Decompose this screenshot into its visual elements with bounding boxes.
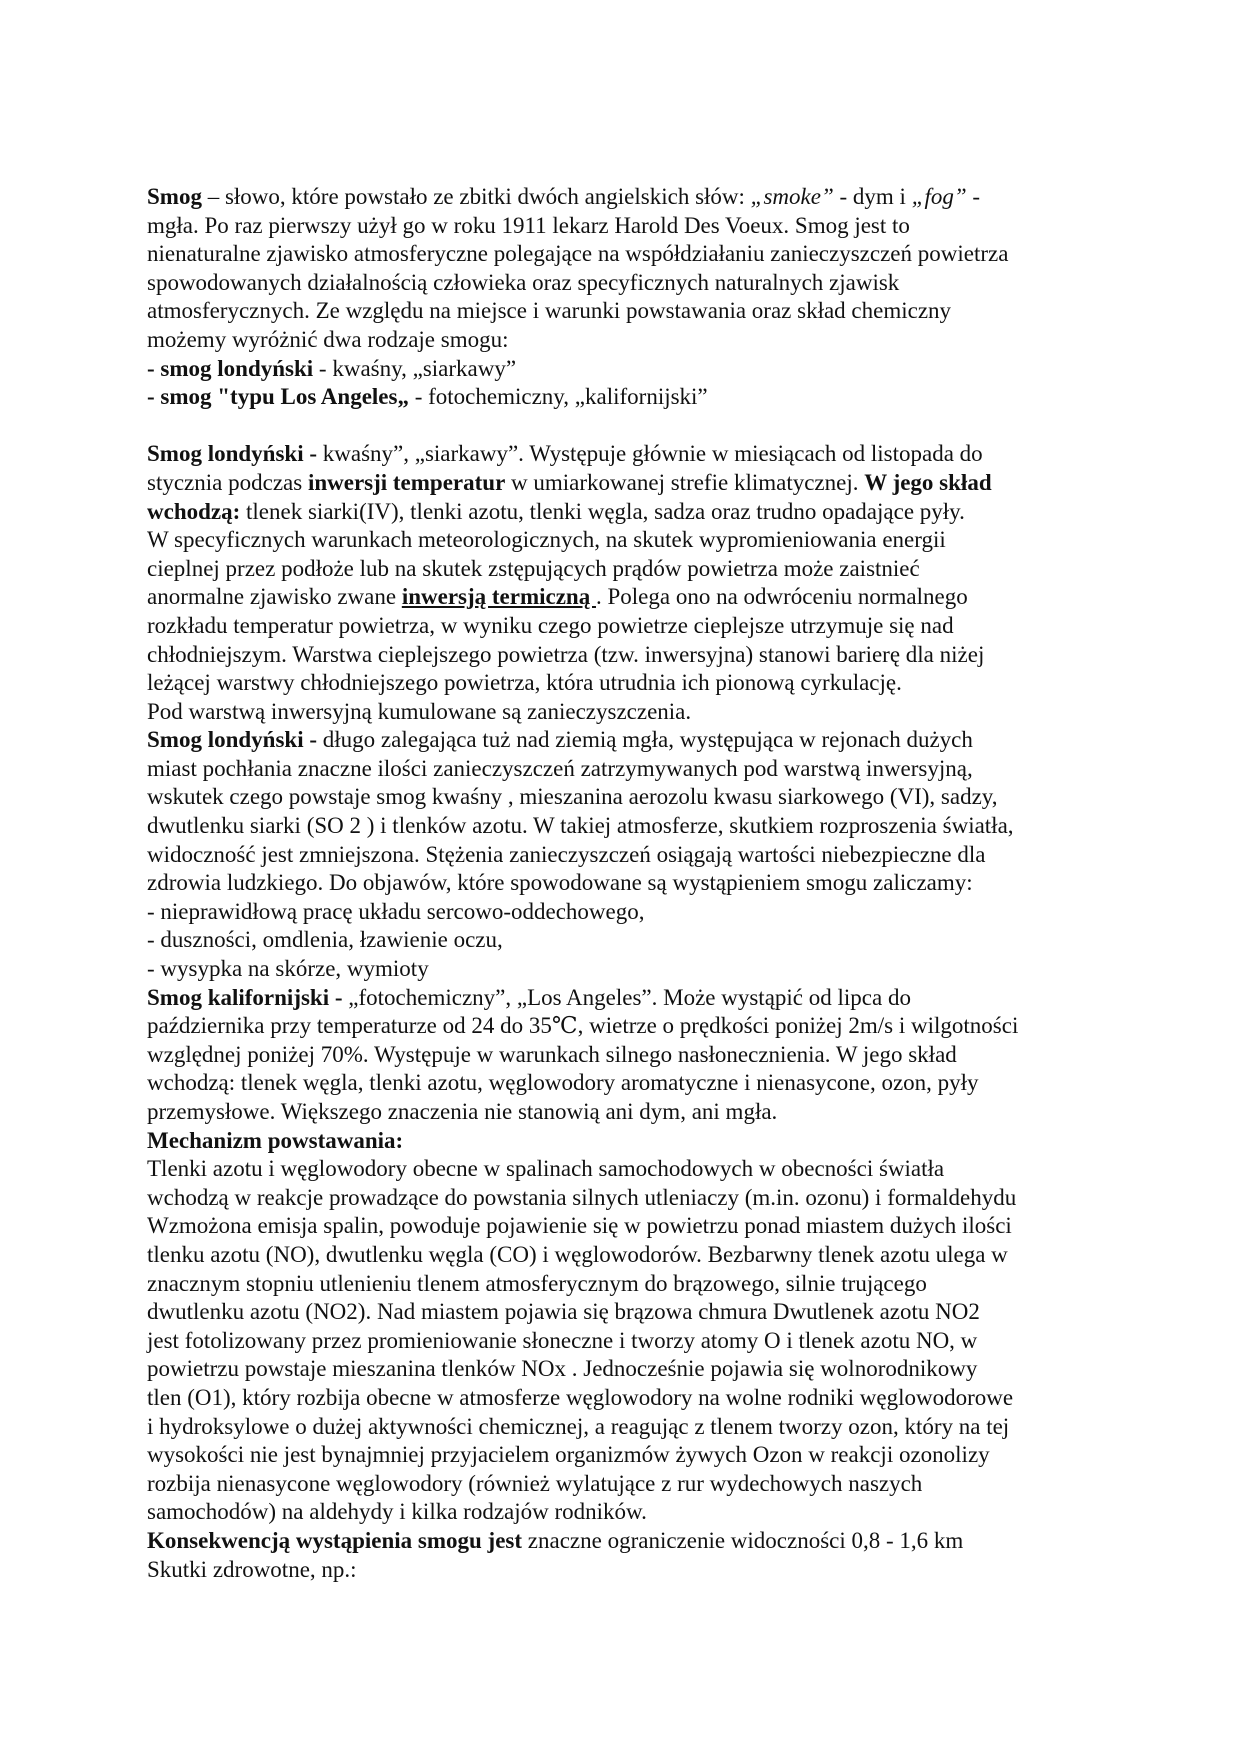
text-span: cieplnej przez podłoże lub na skutek zstępujących prądów powietrza może zaistnieć bbox=[147, 555, 920, 581]
text-span: Wzmożona emisja spalin, powoduje pojawienie się w powietrzu ponad miastem dużych ilości bbox=[147, 1213, 1012, 1239]
text-span: mgła. Po raz pierwszy użył go w roku 1911 lekarz Harold Des Voeux. Smog jest to bbox=[147, 212, 910, 238]
text-span: - bbox=[966, 184, 981, 209]
text-line bbox=[147, 1298, 1097, 1327]
text-line bbox=[147, 1098, 1097, 1127]
text-line bbox=[147, 469, 1097, 498]
text-span: wchodzą: tlenek węgla, tlenki azotu, węglowodory aromatyczne i nienasycone, ozon, pyły bbox=[147, 1070, 979, 1096]
text-line bbox=[147, 240, 1097, 269]
text-span: kwaśny”, „siarkawy”. Występuje głównie w miesiącach od listopada do bbox=[317, 441, 983, 467]
bold-text: Konsekwencją wystąpienia smogu jest bbox=[147, 1527, 523, 1553]
text-span: „fotochemiczny”, „Los Angeles”. Może wystąpić od lipca do bbox=[342, 984, 911, 1010]
text-line bbox=[147, 984, 1097, 1013]
bold-text: Smog londyński - bbox=[147, 441, 318, 467]
text-line bbox=[147, 383, 1097, 412]
blank-line bbox=[147, 412, 1097, 441]
text-span: - nieprawidłową pracę układu sercowo-oddechowego, bbox=[147, 898, 645, 924]
text-line bbox=[147, 1155, 1097, 1184]
text-line bbox=[147, 1212, 1097, 1241]
text-span: – słowo, które powstało ze zbitki dwóch angielskich słów: bbox=[201, 184, 751, 209]
text-span: i hydroksylowe o dużej aktywności chemicznej, a reagując z tlenem tworzy ozon, który na tej bbox=[147, 1413, 1010, 1439]
text-span: spowodowanych działalnością człowieka oraz specyficznych naturalnych zjawisk bbox=[147, 269, 900, 295]
text-span: anormalne zjawisko zwane bbox=[147, 584, 402, 610]
text-line bbox=[147, 755, 1097, 784]
text-span: powietrzu powstaje mieszanina tlenków NOx . Jednocześnie pojawia się wolnorodnikowy bbox=[147, 1356, 978, 1382]
text-span: leżącej warstwy chłodniejszego powietrza, która utrudnia ich pionową cyrkulację. bbox=[147, 670, 902, 696]
bold-text: inwersji temperatur bbox=[307, 469, 506, 495]
text-span: października przy temperaturze od 24 do 35℃, wietrze o prędkości poniżej 2m/s i wilgotności bbox=[147, 1013, 1019, 1039]
text-line bbox=[147, 1012, 1097, 1041]
italic-text: „smoke” bbox=[750, 184, 834, 209]
text-span: tlenku azotu (NO), dwutlenku węgla (CO) i węglowodorów. Bezbarwny tlenek azotu ulega w bbox=[147, 1241, 1008, 1267]
text-span: - dym i bbox=[833, 184, 912, 209]
text-line bbox=[147, 297, 1097, 326]
text-line bbox=[147, 898, 1097, 927]
text-span: chłodniejszym. Warstwa cieplejszego powietrza (tzw. inwersyjna) stanowi barierę dla niżej bbox=[147, 641, 985, 667]
text-span: wskutek czego powstaje smog kwaśny , mieszanina aerozolu kwasu siarkowego (VI), sadzy, bbox=[147, 784, 998, 810]
text-span: rozkładu temperatur powietrza, w wyniku czego powietrze cieplejsze utrzymuje się nad bbox=[147, 612, 954, 638]
text-span: wysokości nie jest bynajmniej przyjacielem organizmów żywych Ozon w reakcji ozonolizy bbox=[147, 1442, 990, 1468]
text-line bbox=[147, 326, 1097, 355]
text-span: samochodów) na aldehydy i kilka rodzajów rodników. bbox=[147, 1499, 647, 1525]
text-span: tlenek siarki(IV), tlenki azotu, tlenki węgla, sadza oraz trudno opadające pyły. bbox=[240, 498, 965, 524]
text-line bbox=[147, 1441, 1097, 1470]
bold-text: - smog "typu Los Angeles„ bbox=[147, 384, 409, 410]
text-line bbox=[147, 1241, 1097, 1270]
bold-text: inwersją termiczną bbox=[401, 584, 596, 610]
text-span: widoczność jest zmniejszona. Stężenia zanieczyszczeń osiągają wartości niebezpieczne dla bbox=[147, 841, 986, 867]
text-span: - fotochemiczny, „kalifornijski” bbox=[408, 384, 708, 410]
italic-text: „fog” bbox=[911, 184, 967, 209]
text-line bbox=[147, 1384, 1097, 1413]
text-line bbox=[147, 812, 1097, 841]
text-span: atmosferycznych. Ze względu na miejsce i warunki powstawania oraz skład chemiczny bbox=[147, 298, 952, 324]
text-span: jest fotolizowany przez promieniowanie słoneczne i tworzy atomy O i tlenek azotu NO, w bbox=[147, 1327, 978, 1353]
text-span: Pod warstwą inwersyjną kumulowane są zanieczyszczenia. bbox=[147, 698, 692, 724]
text-line bbox=[147, 1069, 1097, 1098]
text-line bbox=[147, 526, 1097, 555]
text-line bbox=[147, 1127, 1097, 1156]
text-line bbox=[147, 955, 1097, 984]
text-line bbox=[147, 1556, 1097, 1585]
bold-text: W jego skład bbox=[864, 469, 992, 495]
text-span: tlen (O1), który rozbija obecne w atmosferze węglowodory na wolne rodniki węglowodorowe bbox=[147, 1384, 1014, 1410]
bold-text: Smog kalifornijski - bbox=[147, 984, 343, 1010]
text-span: znacznym stopniu utlenieniu tlenem atmosferycznym do brązowego, silnie trującego bbox=[147, 1270, 927, 1296]
text-line bbox=[147, 555, 1097, 584]
text-line bbox=[147, 583, 1097, 612]
text-line bbox=[147, 698, 1097, 727]
text-span: dwutlenku siarki (SO 2 ) i tlenków azotu. W takiej atmosferze, skutkiem rozproszenia światła, bbox=[147, 813, 1014, 839]
text-line bbox=[147, 1270, 1097, 1299]
text-line bbox=[147, 869, 1097, 898]
bold-text: Smog bbox=[147, 184, 202, 209]
bold-text: - smog londyński bbox=[147, 355, 314, 381]
text-span: przemysłowe. Większego znaczenia nie stanowią ani dym, ani mgła. bbox=[147, 1099, 778, 1124]
text-line bbox=[147, 726, 1097, 755]
text-span: - wysypka na skórze, wymioty bbox=[147, 956, 429, 982]
text-span: - kwaśny, „siarkawy” bbox=[313, 355, 517, 381]
text-line bbox=[147, 1327, 1097, 1356]
text-span: rozbija nienasycone węglowodory (również wylatujące z rur wydechowych naszych bbox=[147, 1470, 923, 1496]
text-span: względnej poniżej 70%. Występuje w warunkach silnego nasłonecznienia. W jego skład bbox=[147, 1041, 957, 1067]
text-span: możemy wyróżnić dwa rodzaje smogu: bbox=[147, 326, 509, 352]
text-line bbox=[147, 1527, 1097, 1556]
text-span: dwutlenku azotu (NO2). Nad miastem pojawia się brązowa chmura Dwutlenek azotu NO2 bbox=[147, 1299, 980, 1325]
text-span: - duszności, omdlenia, łzawienie oczu, bbox=[147, 927, 503, 953]
text-span: w umiarkowanej strefie klimatycznej. bbox=[505, 469, 865, 495]
text-line bbox=[147, 1470, 1097, 1499]
bold-text: Smog londyński - bbox=[147, 727, 318, 753]
text-line bbox=[147, 355, 1097, 384]
text-line bbox=[147, 669, 1097, 698]
text-span: stycznia podczas bbox=[147, 469, 308, 495]
text-line bbox=[147, 498, 1097, 527]
text-line bbox=[147, 783, 1097, 812]
text-line bbox=[147, 1184, 1097, 1213]
document-body bbox=[147, 183, 1097, 1584]
text-span: . Polega ono na odwróceniu normalnego bbox=[595, 584, 968, 610]
text-span: miast pochłania znaczne ilości zanieczyszczeń zatrzymywanych pod warstwą inwersyjną, bbox=[147, 755, 973, 781]
text-line bbox=[147, 269, 1097, 298]
text-line bbox=[147, 612, 1097, 641]
text-line bbox=[147, 641, 1097, 670]
text-line bbox=[147, 183, 1097, 212]
text-line bbox=[147, 1355, 1097, 1384]
text-span: długo zalegająca tuż nad ziemią mgła, występująca w rejonach dużych bbox=[317, 727, 973, 753]
text-line bbox=[147, 1498, 1097, 1527]
text-line bbox=[147, 841, 1097, 870]
text-span: Tlenki azotu i węglowodory obecne w spalinach samochodowych w obecności światła bbox=[147, 1156, 945, 1182]
text-line bbox=[147, 212, 1097, 241]
text-span: Skutki zdrowotne, np.: bbox=[147, 1556, 357, 1582]
text-span: W specyficznych warunkach meteorologicznych, na skutek wypromieniowania energii bbox=[147, 527, 946, 553]
text-span: zdrowia ludzkiego. Do objawów, które spowodowane są wystąpieniem smogu zaliczamy: bbox=[147, 870, 973, 896]
text-span: wchodzą w reakcje prowadzące do powstania silnych utleniaczy (m.in. ozonu) i formaldehydu bbox=[147, 1184, 1017, 1210]
text-line bbox=[147, 926, 1097, 955]
text-span: nienaturalne zjawisko atmosferyczne polegające na współdziałaniu zanieczyszczeń powietrza bbox=[147, 241, 1009, 267]
text-line bbox=[147, 1041, 1097, 1070]
bold-text: wchodzą: bbox=[147, 498, 241, 524]
text-line bbox=[147, 440, 1097, 469]
bold-text: Mechanizm powstawania: bbox=[147, 1127, 404, 1153]
text-line bbox=[147, 1413, 1097, 1442]
text-span: znaczne ograniczenie widoczności 0,8 - 1,6 km bbox=[522, 1527, 964, 1553]
